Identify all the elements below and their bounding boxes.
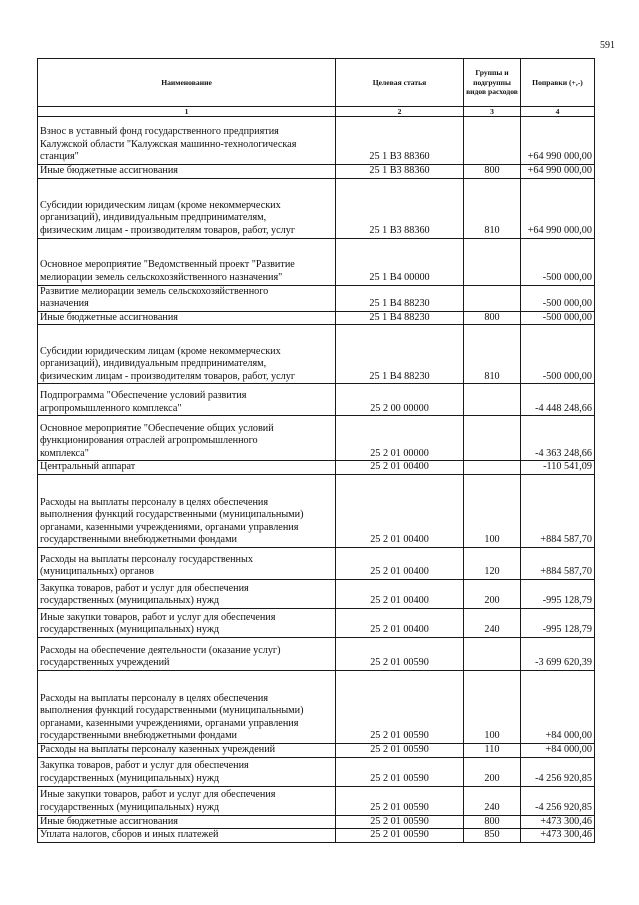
budget-amendments-table [37, 58, 595, 843]
table-row [38, 786, 595, 815]
table-row [38, 325, 595, 384]
row-amendment: -3 699 620,39 [521, 637, 595, 670]
row-amendment: +884 587,70 [521, 547, 595, 579]
row-amendment: -4 256 920,85 [521, 786, 595, 815]
row-expense-group: 800 [464, 311, 521, 325]
row-expense-group [464, 285, 521, 311]
row-expense-group: 110 [464, 743, 521, 757]
column-number: 1 [38, 107, 336, 117]
row-expense-group [464, 416, 521, 461]
row-amendment: -500 000,00 [521, 311, 595, 325]
row-expense-group: 800 [464, 815, 521, 829]
row-expense-group [464, 238, 521, 285]
row-expense-group [464, 637, 521, 670]
row-amendment: -110 541,09 [521, 461, 595, 475]
row-name: Центральный аппарат [40, 461, 136, 473]
row-amendment: -4 448 248,66 [521, 384, 595, 416]
table-row [38, 117, 595, 165]
table-row [38, 461, 595, 475]
row-target-article: 25 2 01 00400 [336, 608, 464, 637]
row-target-article: 25 1 В4 00000 [336, 238, 464, 285]
row-expense-group: 240 [464, 608, 521, 637]
row-target-article: 25 2 01 00590 [336, 670, 464, 743]
row-target-article: 25 2 00 00000 [336, 384, 464, 416]
row-amendment: -995 128,79 [521, 608, 595, 637]
row-amendment: +884 587,70 [521, 474, 595, 547]
row-expense-group: 240 [464, 786, 521, 815]
table-row [38, 547, 595, 579]
row-name: Иные бюджетные ассигнования [40, 311, 178, 323]
row-target-article: 25 2 01 00590 [336, 743, 464, 757]
row-target-article: 25 1 В3 88360 [336, 117, 464, 165]
table-row [38, 743, 595, 757]
row-amendment: +473 300,46 [521, 815, 595, 829]
row-expense-group [464, 384, 521, 416]
table-row [38, 637, 595, 670]
row-name: Иные бюджетные ассигнования [40, 165, 178, 176]
table-row [38, 165, 595, 179]
row-target-article: 25 2 01 00590 [336, 815, 464, 829]
column-number: 3 [464, 107, 521, 117]
row-name: Расходы на обеспечение деятельности (оказание услуг) государственных учреждений [40, 644, 281, 669]
row-name: Развитие мелиорации земель сельскохозяйственного назначения [40, 285, 269, 310]
header-target-article: Целевая статья [336, 59, 464, 107]
column-number-row [38, 107, 595, 117]
header-amendment: Поправки (+,-) [521, 59, 595, 107]
row-expense-group: 120 [464, 547, 521, 579]
row-target-article: 25 1 В4 88230 [336, 311, 464, 325]
row-name: Уплата налогов, сборов и иных платежей [40, 829, 219, 841]
row-name: Иные бюджетные ассигнования [40, 815, 178, 827]
row-target-article: 25 2 01 00400 [336, 474, 464, 547]
row-name: Иные закупки товаров, работ и услуг для обеспечения государственных (муниципальных) нужд [40, 611, 276, 636]
row-expense-group [464, 461, 521, 475]
table-row [38, 757, 595, 786]
table-row [38, 311, 595, 325]
column-number: 2 [336, 107, 464, 117]
row-amendment: -500 000,00 [521, 325, 595, 384]
table-row [38, 608, 595, 637]
row-target-article: 25 2 01 00400 [336, 579, 464, 608]
row-amendment: -500 000,00 [521, 285, 595, 311]
row-name: Субсидии юридическим лицам (кроме некоммерческих организаций), индивидуальным предпринимателям, физическим лицам - производителям товаров, работ, услуг [40, 199, 296, 236]
row-target-article: 25 1 В4 88230 [336, 285, 464, 311]
table-row [38, 815, 595, 829]
row-expense-group: 100 [464, 474, 521, 547]
row-expense-group: 200 [464, 579, 521, 608]
row-expense-group: 810 [464, 325, 521, 384]
row-amendment: +64 990 000,00 [521, 117, 595, 165]
row-name: Расходы на выплаты персоналу государственных (муниципальных) органов [40, 553, 253, 578]
row-target-article: 25 2 01 00590 [336, 637, 464, 670]
row-expense-group: 100 [464, 670, 521, 743]
row-target-article: 25 2 01 00590 [336, 786, 464, 815]
column-number: 4 [521, 107, 595, 117]
row-amendment: +64 990 000,00 [521, 178, 595, 238]
table-row [38, 829, 595, 843]
table-header-row [38, 59, 595, 107]
row-name: Закупка товаров, работ и услуг для обеспечения государственных (муниципальных) нужд [40, 760, 249, 784]
table-row [38, 285, 595, 311]
row-expense-group: 850 [464, 829, 521, 843]
table-row [38, 670, 595, 743]
row-target-article: 25 2 01 00400 [336, 547, 464, 579]
header-expense-group: Группы и подгруппы видов расходов [464, 59, 521, 107]
row-target-article: 25 2 01 00400 [336, 461, 464, 475]
row-amendment: +64 990 000,00 [521, 165, 595, 179]
table-row [38, 178, 595, 238]
table-row [38, 579, 595, 608]
row-amendment: +84 000,00 [521, 743, 595, 757]
header-name: Наименование [38, 59, 336, 107]
row-name: Взнос в уставный фонд государственного предприятия Калужской области "Калужская машинно-технологическая станция" [40, 126, 297, 163]
row-name: Субсидии юридическим лицам (кроме некоммерческих организаций), индивидуальным предпринимателям, физическим лицам - производителям товаров, работ, услуг [40, 345, 296, 382]
row-name: Основное мероприятие "Ведомственный проект "Развитие мелиорации земель сельскохозяйственного назначения" [40, 259, 295, 283]
row-name: Расходы на выплаты персоналу казенных учреждений [40, 743, 276, 755]
row-name: Расходы на выплаты персоналу в целях обеспечения выполнения функций государственными (муниципальными) органами, казенными учреждениями, органами управления государственными внебюджетными фондами [40, 496, 304, 546]
table-row [38, 384, 595, 416]
row-amendment: -500 000,00 [521, 238, 595, 285]
row-name: Основное мероприятие "Обеспечение общих условий функционирования отраслей агропромышленного комплекса" [40, 422, 274, 459]
row-expense-group: 800 [464, 165, 521, 179]
row-amendment: -4 256 920,85 [521, 757, 595, 786]
row-expense-group: 200 [464, 757, 521, 786]
row-name: Закупка товаров, работ и услуг для обеспечения государственных (муниципальных) нужд [40, 582, 249, 607]
row-target-article: 25 2 01 00590 [336, 757, 464, 786]
row-target-article: 25 2 01 00000 [336, 416, 464, 461]
table-row [38, 416, 595, 461]
row-name: Иные закупки товаров, работ и услуг для обеспечения государственных (муниципальных) нужд [40, 789, 276, 813]
table-row [38, 474, 595, 547]
row-amendment: +473 300,46 [521, 829, 595, 843]
row-amendment: -4 363 248,66 [521, 416, 595, 461]
page-number: 591 [600, 40, 615, 51]
row-name: Подпрограмма "Обеспечение условий развития агропромышленного комплекса" [40, 390, 247, 414]
row-target-article: 25 1 В3 88360 [336, 165, 464, 179]
row-name: Расходы на выплаты персоналу в целях обеспечения выполнения функций государственными (муниципальными) органами, казенными учреждениями, органами управления государственными внебюджетными фондами [40, 692, 304, 742]
table-row [38, 238, 595, 285]
row-target-article: 25 2 01 00590 [336, 829, 464, 843]
row-expense-group [464, 117, 521, 165]
row-amendment: +84 000,00 [521, 670, 595, 743]
row-target-article: 25 1 В3 88360 [336, 178, 464, 238]
row-amendment: -995 128,79 [521, 579, 595, 608]
row-expense-group: 810 [464, 178, 521, 238]
row-target-article: 25 1 В4 88230 [336, 325, 464, 384]
